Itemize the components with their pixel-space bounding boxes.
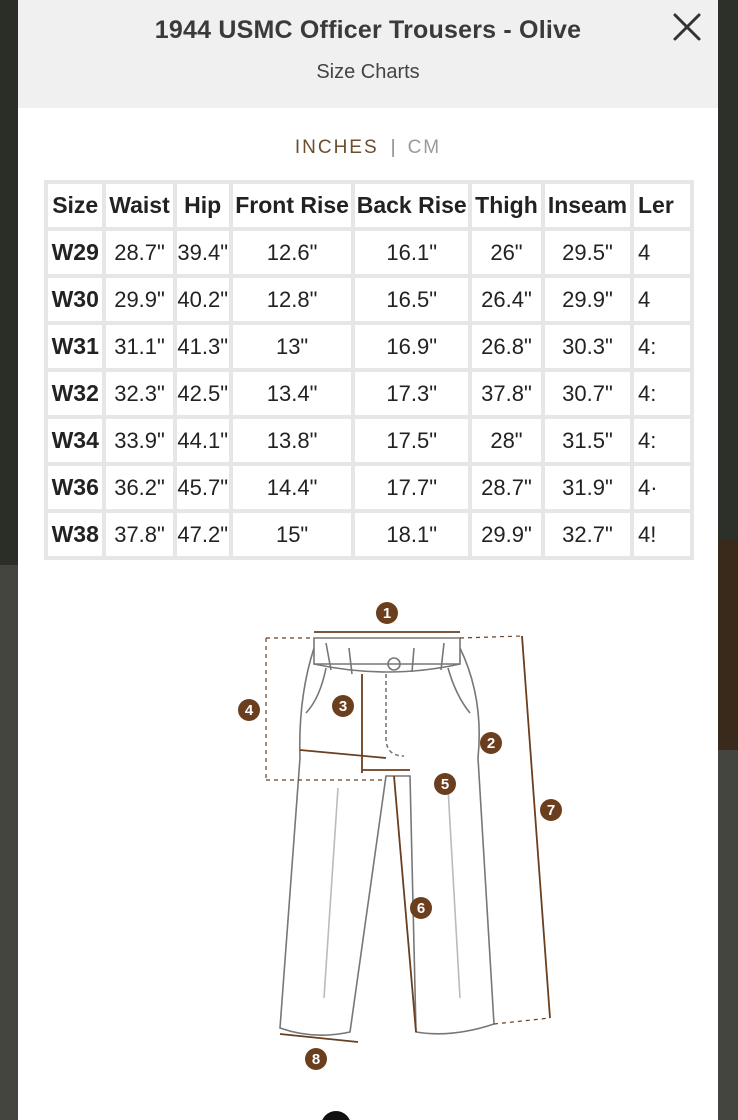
table-cell: 4· xyxy=(634,466,690,509)
marker-7-label: 7 xyxy=(546,802,556,819)
size-table xyxy=(44,180,694,560)
modal-header xyxy=(18,0,718,108)
marker-7 xyxy=(540,799,562,821)
table-cell: 16.9" xyxy=(355,325,468,368)
unit-separator: | xyxy=(390,137,396,158)
unit-cm-tab[interactable]: CM xyxy=(407,137,442,158)
table-cell: W34 xyxy=(48,419,102,462)
table-cell: W30 xyxy=(48,278,102,321)
unit-toggle xyxy=(18,137,718,159)
close-icon xyxy=(670,10,704,44)
table-cell: 12.6" xyxy=(233,231,352,274)
table-cell: 45.7" xyxy=(177,466,229,509)
table-cell: 28.7" xyxy=(106,231,172,274)
unit-inches-tab[interactable]: INCHES xyxy=(294,137,379,158)
marker-4-label: 4 xyxy=(244,702,254,719)
table-cell: 29.9" xyxy=(545,278,630,321)
table-cell: 31.5" xyxy=(545,419,630,462)
marker-2 xyxy=(480,732,502,754)
table-cell: 4: xyxy=(634,325,690,368)
page-indicator-dot[interactable] xyxy=(321,1111,351,1120)
table-cell: 4! xyxy=(634,513,690,556)
table-cell: 13" xyxy=(233,325,352,368)
table-cell: 31.1" xyxy=(106,325,172,368)
marker-5 xyxy=(434,773,456,795)
column-header: Ler xyxy=(634,184,690,227)
column-header: Hip xyxy=(177,184,229,227)
column-header: Size xyxy=(48,184,102,227)
table-cell: 32.7" xyxy=(545,513,630,556)
dashed-guides xyxy=(266,636,550,1024)
table-cell: 18.1" xyxy=(355,513,468,556)
background-left xyxy=(0,0,18,565)
column-header: Front Rise xyxy=(233,184,352,227)
table-cell: 31.9" xyxy=(545,466,630,509)
marker-5-label: 5 xyxy=(440,776,450,793)
table-cell: 37.8" xyxy=(106,513,172,556)
table-cell: 12.8" xyxy=(233,278,352,321)
marker-1 xyxy=(376,602,398,624)
background-left-bottom xyxy=(0,565,18,1120)
marker-3 xyxy=(332,695,354,717)
marker-8 xyxy=(305,1048,327,1070)
table-cell: 4 xyxy=(634,278,690,321)
background-right-bottom xyxy=(718,750,738,1120)
table-cell: W29 xyxy=(48,231,102,274)
trousers-outline xyxy=(280,638,494,1035)
table-cell: 28.7" xyxy=(472,466,541,509)
table-header-row xyxy=(48,184,690,227)
background-right xyxy=(718,0,738,540)
table-cell: 16.1" xyxy=(355,231,468,274)
table-row xyxy=(48,372,690,415)
table-cell: 32.3" xyxy=(106,372,172,415)
table-cell: 41.3" xyxy=(177,325,229,368)
size-table-scroll[interactable] xyxy=(44,180,694,566)
table-row xyxy=(48,513,690,556)
table-cell: W31 xyxy=(48,325,102,368)
table-cell: W32 xyxy=(48,372,102,415)
table-cell: 17.3" xyxy=(355,372,468,415)
table-cell: 17.5" xyxy=(355,419,468,462)
table-cell: 14.4" xyxy=(233,466,352,509)
table-cell: 26.4" xyxy=(472,278,541,321)
background-right-mid xyxy=(718,540,738,750)
table-cell: 30.7" xyxy=(545,372,630,415)
table-cell: 13.8" xyxy=(233,419,352,462)
column-header: Thigh xyxy=(472,184,541,227)
table-row xyxy=(48,325,690,368)
table-row xyxy=(48,419,690,462)
marker-6 xyxy=(410,897,432,919)
table-cell: 29.5" xyxy=(545,231,630,274)
table-cell: 42.5" xyxy=(177,372,229,415)
table-cell: 39.4" xyxy=(177,231,229,274)
table-cell: W38 xyxy=(48,513,102,556)
table-cell: 26.8" xyxy=(472,325,541,368)
table-cell: 33.9" xyxy=(106,419,172,462)
column-header: Inseam xyxy=(545,184,630,227)
table-cell: 44.1" xyxy=(177,419,229,462)
table-row xyxy=(48,278,690,321)
marker-2-label: 2 xyxy=(486,735,496,752)
modal-subtitle: Size Charts xyxy=(316,61,420,83)
table-cell: 47.2" xyxy=(177,513,229,556)
table-cell: 37.8" xyxy=(472,372,541,415)
table-cell: 4: xyxy=(634,419,690,462)
close-button[interactable] xyxy=(670,10,704,44)
size-chart-modal xyxy=(18,0,718,1120)
table-cell: 29.9" xyxy=(106,278,172,321)
column-header: Waist xyxy=(106,184,172,227)
table-cell: 4 xyxy=(634,231,690,274)
table-row xyxy=(48,466,690,509)
marker-8-label: 8 xyxy=(311,1051,321,1068)
table-cell: 17.7" xyxy=(355,466,468,509)
table-cell: 30.3" xyxy=(545,325,630,368)
column-header: Back Rise xyxy=(355,184,468,227)
table-cell: 15" xyxy=(233,513,352,556)
marker-3-label: 3 xyxy=(338,698,348,715)
table-cell: W36 xyxy=(48,466,102,509)
table-cell: 16.5" xyxy=(355,278,468,321)
table-cell: 29.9" xyxy=(472,513,541,556)
table-cell: 36.2" xyxy=(106,466,172,509)
marker-4 xyxy=(238,699,260,721)
table-cell: 4: xyxy=(634,372,690,415)
table-cell: 40.2" xyxy=(177,278,229,321)
trousers-measurement-diagram xyxy=(198,588,578,1080)
table-cell: 13.4" xyxy=(233,372,352,415)
table-row xyxy=(48,231,690,274)
marker-1-label: 1 xyxy=(382,605,392,622)
table-cell: 26" xyxy=(472,231,541,274)
marker-6-label: 6 xyxy=(416,900,426,917)
modal-title: 1944 USMC Officer Trousers - Olive xyxy=(154,16,582,44)
table-cell: 28" xyxy=(472,419,541,462)
